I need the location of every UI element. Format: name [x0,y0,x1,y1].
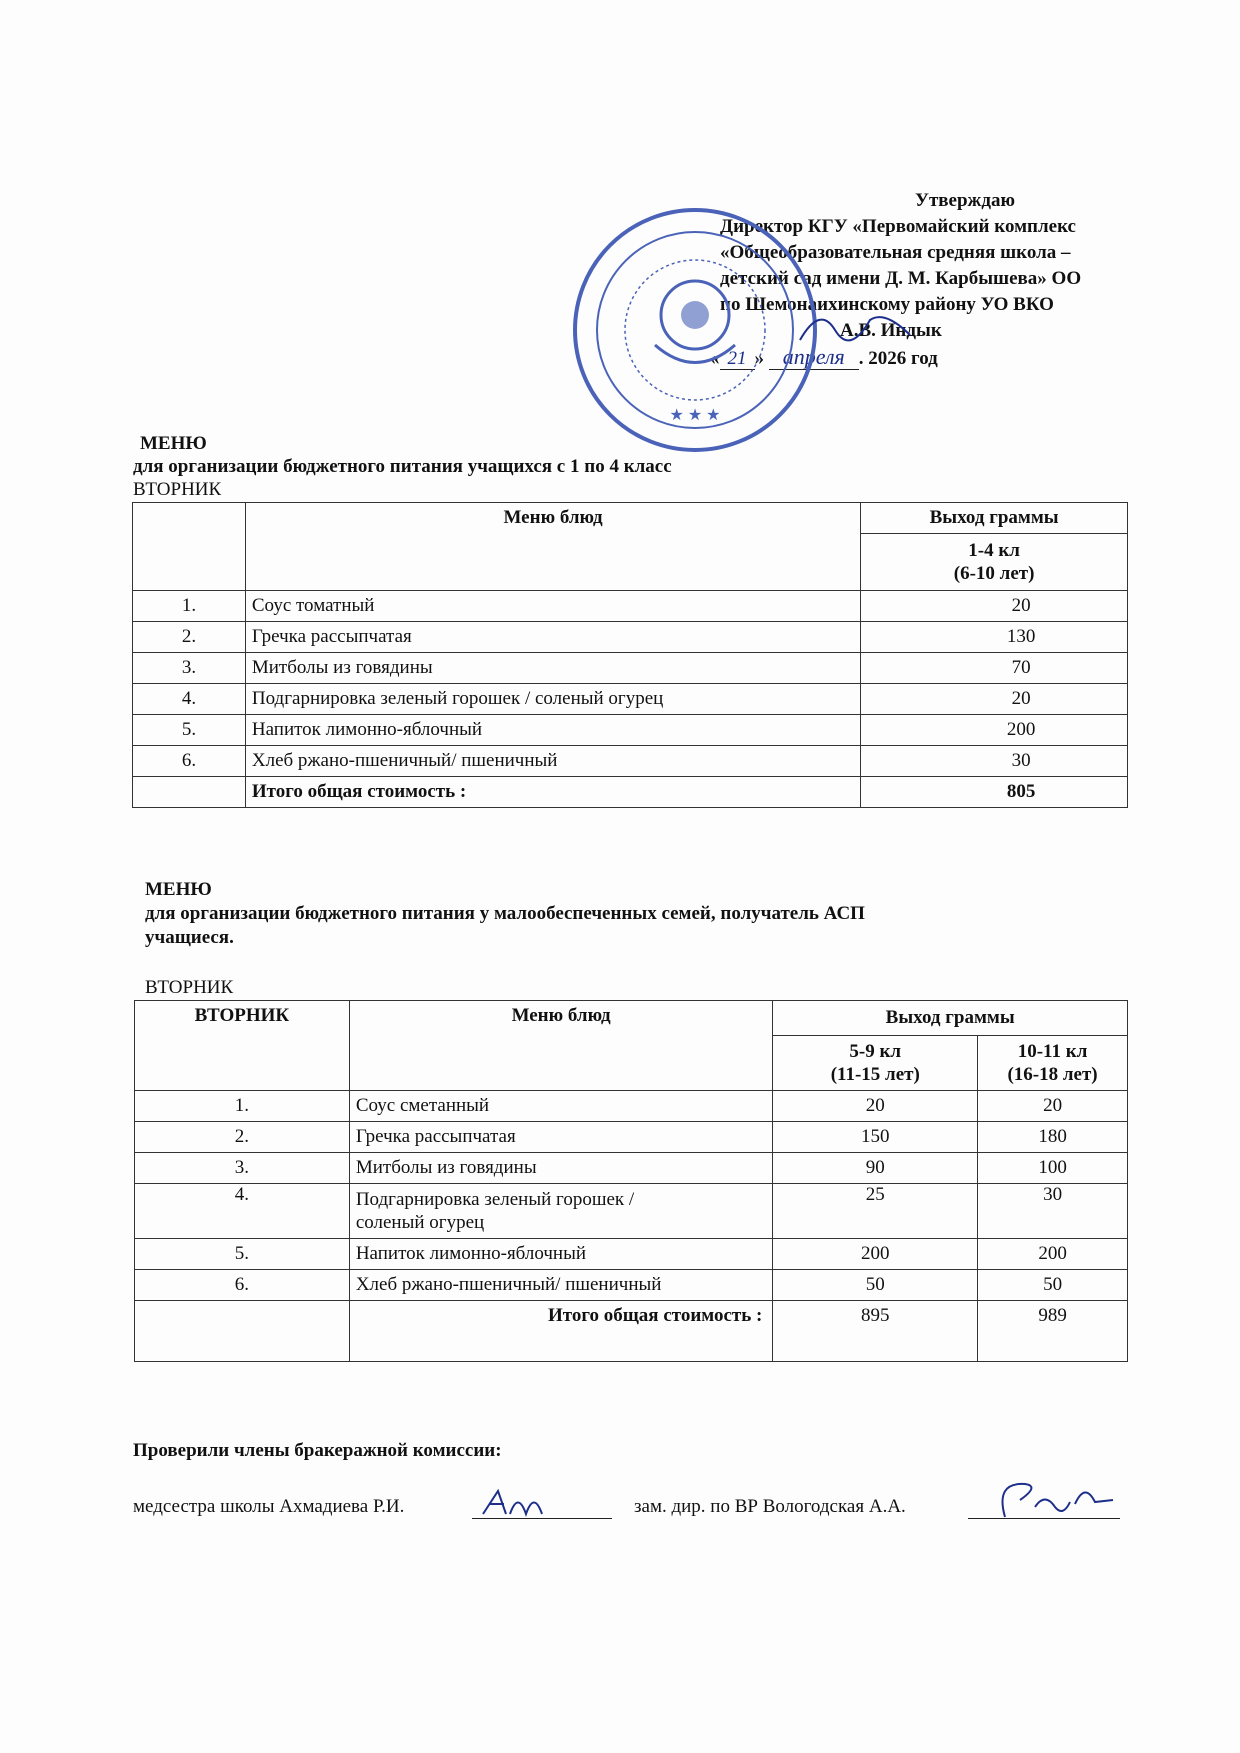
table-row [135,1001,1128,1036]
table-row: 6. Хлеб ржано-пшеничный/ пшеничный 30 [133,746,1128,777]
table-row: 3. Митболы из говядины 70 [133,653,1128,684]
official-seal-icon [570,205,820,455]
date-month: апреля [769,344,859,370]
date-year: . 2026 год [858,348,938,369]
date-day: 21 [720,348,755,370]
table-row: 4. Подгарнировка зеленый горошек / соленый огурец 20 [133,684,1128,715]
header-dishes: Меню блюд [349,1001,773,1091]
deputy-signature-icon [985,1472,1120,1522]
menu2-table [134,1000,1128,1362]
director-signature-icon [790,300,920,350]
menu2-total-label: Итого общая стоимость : [349,1301,773,1362]
approval-date: « 21 » апреля . 2026 год [710,344,938,369]
table-row: 6. Хлеб ржано-пшеничный/ пшеничный 50 50 [135,1270,1128,1301]
menu2-day: ВТОРНИК [145,977,234,998]
header-dishes: Меню блюд [245,503,860,591]
menu1-table [132,502,1128,808]
header-day: ВТОРНИК [135,1001,350,1091]
table-row: 3. Митболы из говядины 90 100 [135,1153,1128,1184]
table-row: 5. Напиток лимонно-яблочный 200 200 [135,1239,1128,1270]
header-num [133,503,246,591]
menu2-total-5-9: 895 [773,1301,978,1362]
approval-title: Утверждаю [915,190,1015,211]
menu2-title: МЕНЮ [145,879,212,900]
svg-text:★ ★ ★: ★ ★ ★ [669,407,721,424]
table-row: 1. Соус сметанный 20 20 [135,1091,1128,1122]
approval-school-1: «Общеобразовательная средняя школа – [720,242,1071,263]
table-row: 1. Соус томатный 20 [133,591,1128,622]
menu1-total-value: 805 [861,777,1128,808]
menu2-subtitle-1: для организации бюджетного питания у малообеспеченных семей, получатель АСП [145,903,865,924]
table-row [133,503,1128,534]
table-row-total [133,777,1128,808]
table-row: 2. Гречка рассыпчатая 150 180 [135,1122,1128,1153]
menu1-day: ВТОРНИК [133,479,222,500]
menu2-total-10-11: 989 [978,1301,1128,1362]
nurse-signature-label: медсестра школы Ахмадиева Р.И. [133,1496,405,1517]
header-group-10-11: 10-11 кл (16-18 лет) [978,1036,1128,1091]
menu1-title: МЕНЮ [140,433,207,454]
approval-school-2: детский сад имени Д. М. Карбышева» ОО [720,268,1082,289]
nurse-signature-icon [478,1486,558,1520]
approval-director: Директор КГУ «Первомайский комплекс [720,216,1076,237]
header-output: Выход граммы [861,503,1128,534]
commission-title: Проверили члены бракеражной комиссии: [133,1440,502,1461]
table-row-total [135,1301,1128,1362]
header-group: 1-4 кл (6-10 лет) [861,534,1128,591]
menu2-subtitle-2: учащиеся. [145,927,234,948]
menu1-subtitle: для организации бюджетного питания учащихся с 1 по 4 класс [133,456,672,477]
table-row: 4. Подгарнировка зеленый горошек / соленый огурец 25 30 [135,1184,1128,1239]
table-row: 2. Гречка рассыпчатая 130 [133,622,1128,653]
header-group-5-9: 5-9 кл (11-15 лет) [773,1036,978,1091]
menu1-total-label: Итого общая стоимость : [245,777,860,808]
deputy-signature-label: зам. дир. по ВР Вологодская А.А. [634,1496,906,1517]
approval-name: А.В. Индык [840,320,942,341]
table-row: 5. Напиток лимонно-яблочный 200 [133,715,1128,746]
approval-district: по Шемонаихинскому району УО ВКО [720,294,1054,315]
header-output: Выход граммы [773,1001,1128,1036]
